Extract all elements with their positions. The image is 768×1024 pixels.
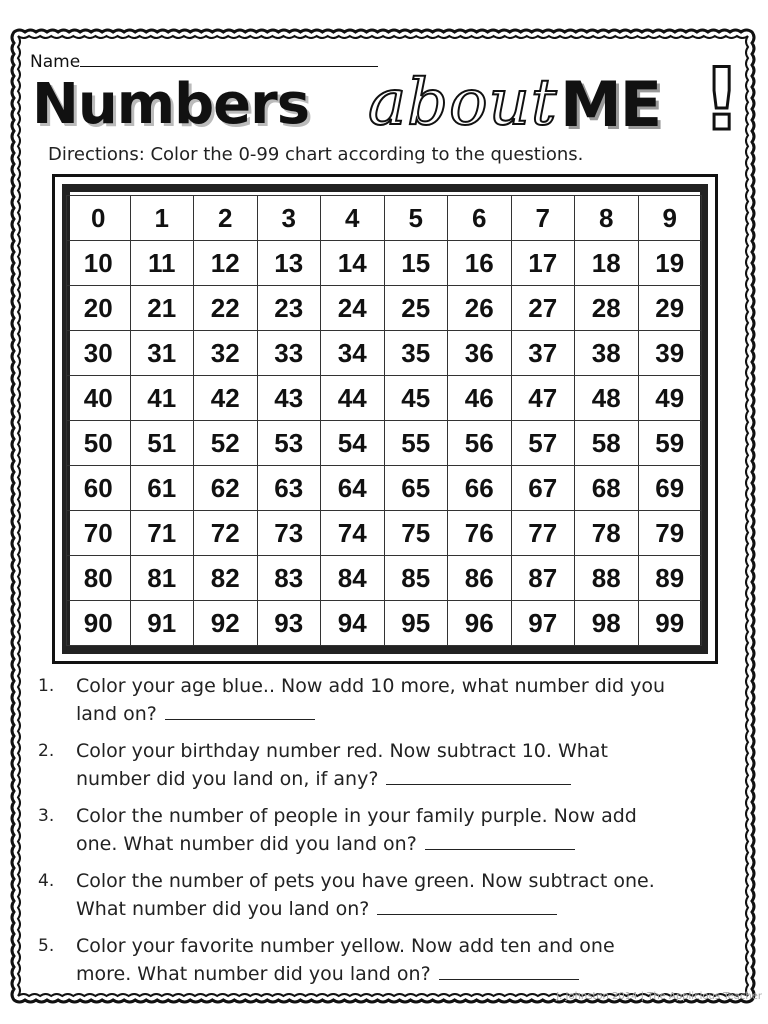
chart-cell[interactable]: 52 (194, 421, 258, 466)
question-number: 5. (38, 936, 55, 956)
chart-row (67, 601, 702, 646)
chart-cell[interactable]: 40 (67, 376, 131, 421)
chart-cell[interactable]: 8 (575, 196, 639, 241)
chart-cell[interactable]: 58 (575, 421, 639, 466)
chart-cell[interactable]: 71 (130, 511, 194, 556)
answer-blank[interactable] (439, 961, 579, 980)
chart-cell[interactable]: 51 (130, 421, 194, 466)
chart-cell[interactable]: 61 (130, 466, 194, 511)
chart-cell[interactable]: 90 (67, 601, 131, 646)
question-number: 3. (38, 806, 55, 826)
chart-cell[interactable]: 3 (257, 196, 321, 241)
chart-cell[interactable]: 10 (67, 241, 131, 286)
question-line-1: Color your birthday number red. Now subtract 10. What (76, 740, 608, 762)
chart-cell[interactable]: 60 (67, 466, 131, 511)
chart-cell[interactable]: 89 (638, 556, 702, 601)
chart-cell[interactable]: 96 (448, 601, 512, 646)
question-item (38, 802, 728, 858)
hundred-chart (66, 195, 702, 646)
chart-cell[interactable]: 11 (130, 241, 194, 286)
chart-cell[interactable]: 64 (321, 466, 385, 511)
question-line-1: Color the number of people in your family purple. Now add (76, 805, 637, 827)
chart-cell[interactable]: 1 (130, 196, 194, 241)
chart-cell[interactable]: 53 (257, 421, 321, 466)
chart-cell[interactable]: 79 (638, 511, 702, 556)
chart-cell[interactable]: 73 (257, 511, 321, 556)
chart-row (67, 466, 702, 511)
question-item (38, 932, 728, 988)
chart-cell[interactable]: 46 (448, 376, 512, 421)
chart-cell[interactable]: 76 (448, 511, 512, 556)
chart-cell[interactable]: 84 (321, 556, 385, 601)
directions-text: Directions: Color the 0-99 chart according to the questions. (48, 144, 584, 165)
question-line-1: Color your favorite number yellow. Now add ten and one (76, 935, 615, 957)
chart-cell[interactable]: 4 (321, 196, 385, 241)
title-exclamation: ! (702, 50, 742, 150)
chart-cell[interactable]: 35 (384, 331, 448, 376)
chart-row (67, 331, 702, 376)
chart-row (67, 376, 702, 421)
question-text (76, 932, 728, 988)
chart-cell[interactable]: 26 (448, 286, 512, 331)
chart-cell[interactable]: 15 (384, 241, 448, 286)
chart-row (67, 196, 702, 241)
chart-cell[interactable]: 66 (448, 466, 512, 511)
chart-cell[interactable]: 34 (321, 331, 385, 376)
chart-cell[interactable]: 6 (448, 196, 512, 241)
chart-cell[interactable]: 24 (321, 286, 385, 331)
chart-cell[interactable]: 13 (257, 241, 321, 286)
question-text (76, 867, 728, 923)
chart-cell[interactable]: 50 (67, 421, 131, 466)
chart-cell[interactable]: 18 (575, 241, 639, 286)
title-me: ME (560, 68, 661, 141)
chart-cell[interactable]: 91 (130, 601, 194, 646)
question-item (38, 867, 728, 923)
credit-text: J. Johnston 2014 | The Applicious Teacher (556, 991, 762, 1002)
chart-cell[interactable]: 16 (448, 241, 512, 286)
chart-cell[interactable]: 45 (384, 376, 448, 421)
chart-cell[interactable]: 42 (194, 376, 258, 421)
chart-cell[interactable]: 69 (638, 466, 702, 511)
chart-cell[interactable]: 80 (67, 556, 131, 601)
chart-cell[interactable]: 55 (384, 421, 448, 466)
chart-cell[interactable]: 41 (130, 376, 194, 421)
answer-blank[interactable] (386, 766, 571, 785)
chart-cell[interactable]: 63 (257, 466, 321, 511)
chart-cell[interactable]: 2 (194, 196, 258, 241)
chart-cell[interactable]: 72 (194, 511, 258, 556)
chart-cell[interactable]: 99 (638, 601, 702, 646)
chart-cell[interactable]: 94 (321, 601, 385, 646)
chart-cell[interactable]: 22 (194, 286, 258, 331)
chart-cell[interactable]: 44 (321, 376, 385, 421)
question-line-2: more. What number did you land on? (76, 963, 431, 985)
answer-blank[interactable] (425, 831, 575, 850)
chart-row (67, 556, 702, 601)
chart-cell[interactable]: 49 (638, 376, 702, 421)
chart-cell[interactable]: 33 (257, 331, 321, 376)
chart-cell[interactable]: 86 (448, 556, 512, 601)
chart-cell[interactable]: 39 (638, 331, 702, 376)
question-item (38, 672, 728, 728)
chart-row (67, 241, 702, 286)
chart-cell[interactable]: 38 (575, 331, 639, 376)
chart-cell[interactable]: 48 (575, 376, 639, 421)
chart-cell[interactable]: 59 (638, 421, 702, 466)
question-number: 2. (38, 741, 55, 761)
chart-cell[interactable]: 31 (130, 331, 194, 376)
question-text (76, 737, 728, 793)
answer-blank[interactable] (165, 701, 315, 720)
chart-cell[interactable]: 28 (575, 286, 639, 331)
question-number: 4. (38, 871, 55, 891)
name-label: Name (30, 52, 81, 72)
chart-cell[interactable]: 36 (448, 331, 512, 376)
chart-cell[interactable]: 70 (67, 511, 131, 556)
question-item (38, 737, 728, 793)
question-line-1: Color your age blue.. Now add 10 more, what number did you (76, 675, 666, 697)
chart-cell[interactable]: 85 (384, 556, 448, 601)
chart-cell[interactable]: 7 (511, 196, 575, 241)
chart-cell[interactable]: 68 (575, 466, 639, 511)
answer-blank[interactable] (377, 896, 557, 915)
chart-cell[interactable]: 57 (511, 421, 575, 466)
question-line-2: What number did you land on? (76, 898, 370, 920)
chart-cell[interactable]: 92 (194, 601, 258, 646)
chart-cell[interactable]: 17 (511, 241, 575, 286)
chart-cell[interactable]: 14 (321, 241, 385, 286)
chart-cell[interactable]: 21 (130, 286, 194, 331)
chart-cell[interactable]: 77 (511, 511, 575, 556)
question-line-2: one. What number did you land on? (76, 833, 417, 855)
question-text (76, 672, 728, 728)
question-number: 1. (38, 676, 55, 696)
chart-cell[interactable]: 67 (511, 466, 575, 511)
chart-cell[interactable]: 5 (384, 196, 448, 241)
chart-cell[interactable]: 74 (321, 511, 385, 556)
question-line-1: Color the number of pets you have green. Now subtract one. (76, 870, 655, 892)
title-numbers: Numbers (32, 72, 310, 137)
chart-cell[interactable]: 29 (638, 286, 702, 331)
chart-cell[interactable]: 81 (130, 556, 194, 601)
chart-cell[interactable]: 47 (511, 376, 575, 421)
chart-cell[interactable]: 82 (194, 556, 258, 601)
chart-cell[interactable]: 93 (257, 601, 321, 646)
chart-cell[interactable]: 62 (194, 466, 258, 511)
chart-cell[interactable]: 56 (448, 421, 512, 466)
chart-cell[interactable]: 23 (257, 286, 321, 331)
chart-cell[interactable]: 78 (575, 511, 639, 556)
chart-cell[interactable]: 83 (257, 556, 321, 601)
chart-cell[interactable]: 0 (67, 196, 131, 241)
chart-cell[interactable]: 12 (194, 241, 258, 286)
chart-cell[interactable]: 97 (511, 601, 575, 646)
chart-cell[interactable]: 27 (511, 286, 575, 331)
chart-cell[interactable]: 98 (575, 601, 639, 646)
chart-cell[interactable]: 19 (638, 241, 702, 286)
chart-cell[interactable]: 87 (511, 556, 575, 601)
chart-row (67, 421, 702, 466)
chart-cell[interactable]: 20 (67, 286, 131, 331)
chart-cell[interactable]: 54 (321, 421, 385, 466)
chart-cell[interactable]: 30 (67, 331, 131, 376)
question-list (38, 672, 728, 997)
chart-row (67, 286, 702, 331)
chart-cell[interactable]: 9 (638, 196, 702, 241)
question-text (76, 802, 728, 858)
chart-cell[interactable]: 65 (384, 466, 448, 511)
chart-cell[interactable]: 75 (384, 511, 448, 556)
title-about: about (368, 66, 558, 140)
chart-cell[interactable]: 88 (575, 556, 639, 601)
chart-row (67, 511, 702, 556)
chart-cell[interactable]: 95 (384, 601, 448, 646)
chart-cell[interactable]: 37 (511, 331, 575, 376)
chart-cell[interactable]: 43 (257, 376, 321, 421)
chart-cell[interactable]: 25 (384, 286, 448, 331)
question-line-2: land on? (76, 703, 157, 725)
page-title (32, 50, 742, 150)
question-line-2: number did you land on, if any? (76, 768, 379, 790)
chart-cell[interactable]: 32 (194, 331, 258, 376)
